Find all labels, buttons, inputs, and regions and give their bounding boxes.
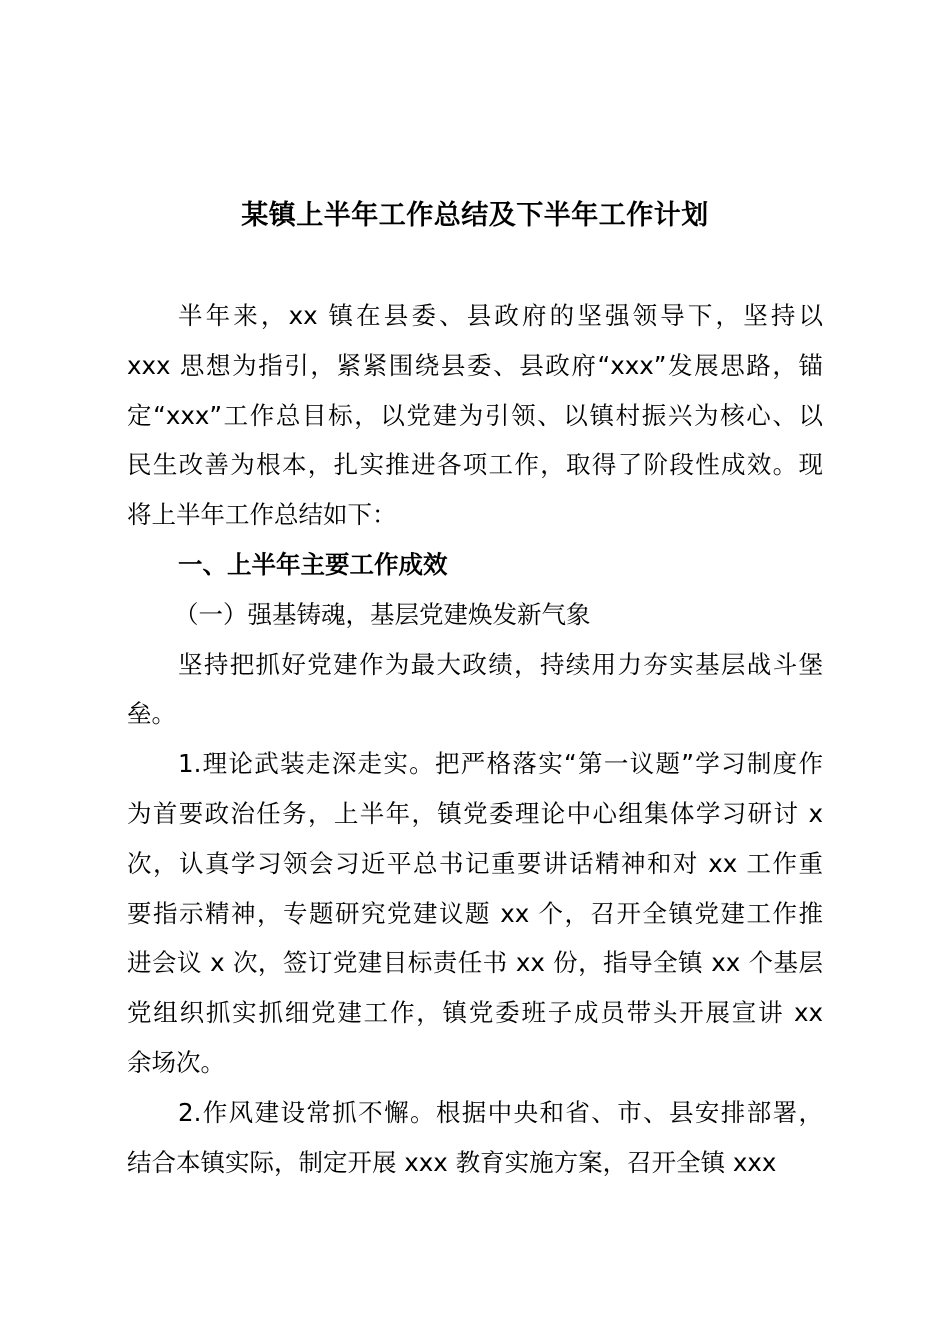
- document-title: 某镇上半年工作总结及下半年工作计划: [241, 200, 709, 231]
- text-line: 要指示精神，专题研究党建议题 xx 个，召开全镇党建工作推: [127, 898, 823, 928]
- text-line: 坚持把抓好党建作为最大政绩，持续用力夯实基层战斗堡: [178, 649, 823, 679]
- text-line: 次，认真学习领会习近平总书记重要讲话精神和对 xx 工作重: [127, 848, 823, 878]
- text-line: 民生改善为根本，扎实推进各项工作，取得了阶段性成效。现: [127, 450, 823, 480]
- text-line: 1.理论武装走深走实。把严格落实“第一议题”学习制度作: [178, 749, 823, 779]
- paragraph: [127, 1088, 823, 1188]
- text-line: （一）强基铸魂，基层党建焕发新气象: [174, 599, 591, 629]
- paragraph: [127, 291, 823, 540]
- section-heading: [127, 540, 823, 590]
- text-line: 进会议 x 次，签订党建目标责任书 xx 份，指导全镇 xx 个基层: [127, 948, 823, 978]
- text-line: 结合本镇实际，制定开展 xxx 教育实施方案，召开全镇 xxx: [127, 1147, 777, 1177]
- text-line: 定“xxx”工作总目标，以党建为引领、以镇村振兴为核心、以: [127, 400, 823, 430]
- subsection-heading: [127, 590, 823, 640]
- text-line: 党组织抓实抓细党建工作，镇党委班子成员带头开展宣讲 xx: [127, 998, 823, 1028]
- text-line: 将上半年工作总结如下：: [127, 500, 397, 530]
- text-line: xxx 思想为指引，紧紧围绕县委、县政府“xxx”发展思路，锚: [127, 350, 823, 380]
- document-body: [127, 291, 823, 1187]
- text-line: 余场次。: [127, 1047, 225, 1077]
- paragraph: [127, 640, 823, 740]
- text-line: 半年来，xx 镇在县委、县政府的坚强领导下，坚持以: [178, 301, 823, 330]
- text-line: 为首要政治任务，上半年，镇党委理论中心组集体学习研讨 x: [127, 798, 823, 828]
- text-line: 2.作风建设常抓不懈。根据中央和省、市、县安排部署，: [178, 1097, 823, 1127]
- text-line: 一、上半年主要工作成效: [178, 549, 448, 579]
- text-line: 垒。: [127, 699, 176, 729]
- paragraph: [127, 739, 823, 1088]
